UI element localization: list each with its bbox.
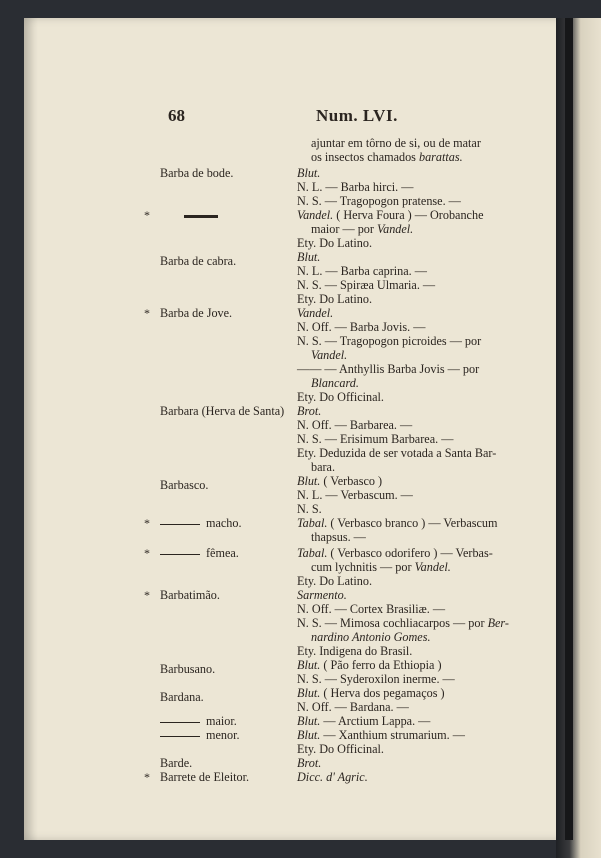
line-text: Ety. Deduzida de ser votada a Santa Bar- <box>297 446 497 460</box>
line-text: menor. <box>206 728 240 742</box>
line-text: Ety. Indigena do Brasil. <box>297 644 413 658</box>
line-text: cum lychnitis — por <box>311 560 415 574</box>
line-text: maior — por <box>311 222 378 236</box>
line-text: N. S. — Syderoxilon inerme. — <box>297 672 455 686</box>
line-italic-text: barattas. <box>418 150 463 164</box>
line-text: N. Off. — Barba Jovis. — <box>297 320 426 334</box>
page-number: 68 <box>168 106 185 125</box>
ditto-rule <box>160 736 200 737</box>
asterisk-marker: * <box>144 546 150 560</box>
line-italic-text: Brot. <box>297 404 322 418</box>
entry-definition-line <box>311 630 431 644</box>
asterisk-marker: * <box>144 588 150 602</box>
entry-definition-line <box>297 362 479 376</box>
entry-definition-line <box>297 404 321 418</box>
line-text: fêmea. <box>206 546 239 560</box>
line-text: N. Off. — Barbarea. — <box>297 418 413 432</box>
entry-definition-line <box>297 334 481 348</box>
entry-term <box>160 770 249 784</box>
ditto-rule <box>160 524 200 525</box>
entry-definition-line <box>297 546 493 560</box>
entry-term <box>160 478 208 492</box>
line-text: macho. <box>206 516 242 530</box>
line-text: N. Off. — Cortex Brasiliæ. — <box>297 602 446 616</box>
line-text: N. S. — Tragopogon picroides — por <box>297 334 482 348</box>
line-text: N. S. — Erisimum Barbarea. — <box>297 432 454 446</box>
entry-term <box>160 516 242 530</box>
entry-definition-line <box>297 714 430 728</box>
page-title: Num. LVI. <box>316 106 398 125</box>
entry-definition-line <box>297 194 461 208</box>
entry-definition-line <box>297 516 498 530</box>
line-italic-text: Vandel. <box>297 306 334 320</box>
entry-definition-line <box>297 770 368 784</box>
line-text: N. Off. — Bardana. — <box>297 700 409 714</box>
entry-definition-line <box>297 236 372 250</box>
entry-definition-line <box>311 150 463 164</box>
entry-definition-line <box>311 348 347 362</box>
line-text: Ety. Do Latino. <box>297 236 373 250</box>
line-text-continued: ( Verbasco odorifero ) — Verbas- <box>327 546 493 560</box>
line-text: Barbara (Herva de Santa) <box>160 404 285 418</box>
entry-definition-line <box>297 488 413 502</box>
line-italic-text: Blut. <box>297 728 321 742</box>
entry-definition-line <box>297 644 412 658</box>
line-text: Ety. Do Officinal. <box>297 390 384 404</box>
spine-shadow <box>565 18 573 840</box>
line-text-continued: — Xanthium strumarium. — <box>320 728 465 742</box>
line-text: maior. <box>206 714 237 728</box>
entry-definition-line <box>297 686 445 700</box>
line-italic-text: Blancard. <box>311 376 359 390</box>
line-text: Barbasco. <box>160 478 209 492</box>
entry-definition-line <box>311 560 451 574</box>
line-italic-text: Blut. <box>297 658 321 672</box>
line-text-continued: ( Verbasco ) <box>320 474 383 488</box>
line-italic-text: Blut. <box>297 714 321 728</box>
entry-term <box>160 662 215 676</box>
line-text: N. L. — Barba caprina. — <box>297 264 427 278</box>
entry-definition-line <box>311 136 481 150</box>
line-text: bara. <box>311 460 336 474</box>
entry-definition-line <box>297 756 321 770</box>
line-text: os insectos chamados <box>311 150 419 164</box>
line-text: Barba de cabra. <box>160 254 237 268</box>
ditto-term-rule <box>184 208 218 222</box>
line-text-continued: ( Pão ferro da Ethiopia ) <box>320 658 442 672</box>
line-italic-text: Blut. <box>297 474 321 488</box>
line-italic-text: nardino Antonio Gomes. <box>311 630 431 644</box>
entry-definition-line <box>297 418 412 432</box>
ditto-rule <box>160 722 200 723</box>
entry-term <box>160 714 237 728</box>
line-text: N. L. — Barba hirci. — <box>297 180 414 194</box>
line-italic-text: Sarmento. <box>297 588 347 602</box>
entry-definition-line <box>297 672 455 686</box>
line-text: Barbatimão. <box>160 588 220 602</box>
entry-definition-line <box>297 700 409 714</box>
entry-definition-line <box>297 602 445 616</box>
line-italic-text: Vandel. <box>414 560 451 574</box>
entry-definition-line <box>297 208 483 222</box>
entry-term <box>160 166 233 180</box>
line-text: Barba de bode. <box>160 166 234 180</box>
entry-definition-line <box>297 588 347 602</box>
entry-term <box>160 588 220 602</box>
entry-term <box>160 546 239 560</box>
entry-term <box>160 306 232 320</box>
entry-definition-line <box>297 616 509 630</box>
entry-definition-line <box>297 166 320 180</box>
line-italic-text: Blut. <box>297 166 321 180</box>
entry-definition-line <box>297 742 384 756</box>
entry-term <box>160 690 204 704</box>
entry-term <box>160 756 192 770</box>
asterisk-marker: * <box>144 770 150 784</box>
entry-definition-line <box>311 376 359 390</box>
line-text-continued: ( Herva Foura ) — Orobanche <box>333 208 484 222</box>
entry-definition-line <box>297 292 372 306</box>
entry-definition-line <box>311 460 335 474</box>
asterisk-marker: * <box>144 208 150 222</box>
line-text: N. L. — Verbascum. — <box>297 488 413 502</box>
entry-term <box>160 728 240 742</box>
line-italic-text: Tabal. <box>297 516 328 530</box>
entry-definition-line <box>297 390 384 404</box>
line-text: N. S. — Spiræa Ulmaria. — <box>297 278 436 292</box>
entry-definition-line <box>297 446 496 460</box>
line-italic-text: Vandel. <box>311 348 348 362</box>
line-text: thapsus. — <box>311 530 366 544</box>
book-page <box>24 18 570 840</box>
entry-term <box>160 404 284 418</box>
entry-definition-line <box>297 658 442 672</box>
line-text: N. S. — Tragopogon pratense. — <box>297 194 461 208</box>
line-italic-text: Blut. <box>297 686 321 700</box>
line-text: Barba de Jove. <box>160 306 233 320</box>
entry-definition-line <box>311 222 413 236</box>
entry-definition-line <box>297 728 465 742</box>
line-text: Barrete de Eleitor. <box>160 770 249 784</box>
entry-definition-line <box>297 320 425 334</box>
line-text: Barbusano. <box>160 662 216 676</box>
entry-definition-line <box>297 474 382 488</box>
line-text: Bardana. <box>160 690 204 704</box>
line-text: Ety. Do Latino. <box>297 574 373 588</box>
asterisk-marker: * <box>144 306 150 320</box>
line-italic-text: Blut. <box>297 250 321 264</box>
line-text: —— — Anthyllis Barba Jovis — por <box>297 362 480 376</box>
entry-definition-line <box>297 250 320 264</box>
line-italic-text: Vandel. <box>377 222 414 236</box>
line-text: ajuntar em tôrno de si, ou de matar <box>311 136 481 150</box>
line-text-continued: — Arctium Lappa. — <box>320 714 431 728</box>
line-italic-text: Tabal. <box>297 546 328 560</box>
line-italic-text: Brot. <box>297 756 322 770</box>
line-text: N. S. <box>297 502 322 516</box>
line-italic-text: Ber- <box>487 616 509 630</box>
page-gutter-shadow <box>24 18 38 840</box>
ditto-rule <box>160 554 200 555</box>
entry-definition-line <box>311 530 366 544</box>
line-text-continued: ( Verbasco branco ) — Verbascum <box>327 516 498 530</box>
line-italic-text: Dicc. d' Agric. <box>297 770 368 784</box>
entry-definition-line <box>297 502 322 516</box>
entry-definition-line <box>297 432 453 446</box>
entry-definition-line <box>297 264 427 278</box>
line-italic-text: Vandel. <box>297 208 334 222</box>
entry-definition-line <box>297 180 413 194</box>
entry-term <box>160 254 236 268</box>
line-text: N. S. — Mimosa cochliacarpos — por <box>297 616 488 630</box>
line-text: Barde. <box>160 756 193 770</box>
entry-definition-line <box>297 278 435 292</box>
book-spine <box>556 18 601 858</box>
entry-definition-line <box>297 574 372 588</box>
line-text-continued: ( Herva dos pegamaços ) <box>320 686 445 700</box>
line-text: Ety. Do Officinal. <box>297 742 384 756</box>
entry-definition-line <box>297 306 333 320</box>
asterisk-marker: * <box>144 516 150 530</box>
line-text: Ety. Do Latino. <box>297 292 373 306</box>
